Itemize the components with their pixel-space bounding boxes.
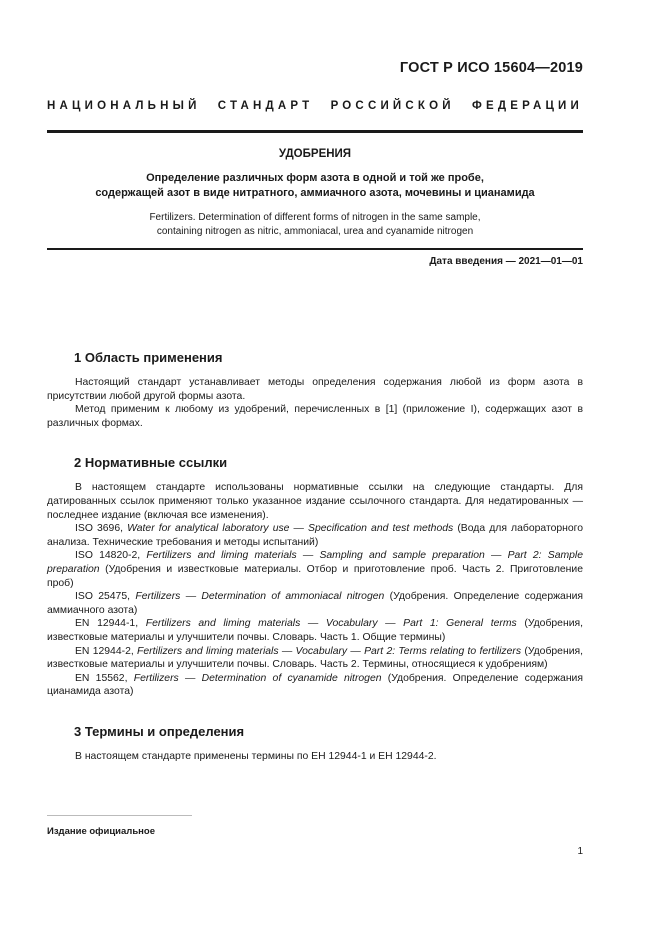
reference-item [47, 617, 583, 644]
reference-item [47, 549, 583, 590]
reference-title: Fertilizers and liming materials — Sampling and sample preparation — Part 2: Sample preparation [47, 550, 584, 575]
paragraph: Настоящий стандарт устанавливает методы определения содержания любой из форм азота в присутствии любой другой формы азота. [47, 377, 583, 402]
reference-code: ISO 14820-2, [75, 550, 141, 562]
reference-item [47, 645, 583, 672]
title-rule [47, 248, 583, 250]
page-number: 1 [577, 846, 583, 857]
paragraph: В настоящем стандарте использованы нормативные ссылки на следующие стандарты. Для датированных ссылок применяют только указанное издание ссылочного стандарта. Для недатированных — последнее издание (включая все изменения). [47, 482, 583, 521]
footer-rule [47, 815, 192, 816]
reference-title: Fertilizers — Determination of cyanamide nitrogen [133, 672, 382, 684]
reference-translation: (Вода для лабораторного анализа. Технические требования и методы испытаний) [47, 523, 584, 548]
reference-title: Water for analytical laboratory use — Specification and test methods [127, 523, 454, 535]
english-title-line-2: containing nitrogen as nitric, ammoniacal, urea and cyanamide nitrogen [156, 226, 474, 237]
document-title: УДОБРЕНИЯ [278, 148, 352, 160]
reference-code: EN 12944-2, [75, 645, 134, 657]
section-title: 2 Нормативные ссылки [74, 455, 228, 471]
subtitle-line-2: содержащей азот в виде нитратного, аммиачного азота, мочевины и цианамида [95, 187, 535, 199]
standard-number: ГОСТ Р ИСО 15604—2019 [399, 60, 583, 76]
reference-code: EN 12944-1, [75, 618, 139, 630]
document-subtitle [47, 171, 583, 201]
header-rule [47, 130, 583, 133]
paragraph: Метод применим к любому из удобрений, перечисленных в [1] (приложение I), содержащих азот в различных формах. [47, 404, 583, 429]
section-title: 3 Термины и определения [74, 723, 245, 739]
reference-translation: (Удобрения, известковые материалы и улучшители почвы. Словарь. Часть 1. Общие термины) [47, 618, 584, 643]
document-body [47, 350, 583, 788]
reference-item [47, 590, 583, 617]
reference-translation: (Удобрения. Определение содержания цианамида азота) [47, 672, 583, 698]
reference-title: Fertilizers and liming materials — Vocabulary — Part 2: Terms relating to fertilizers [137, 645, 522, 657]
reference-item [47, 522, 583, 549]
section-normative-references [47, 455, 583, 699]
reference-title: Fertilizers — Determination of ammoniacal nitrogen [135, 591, 385, 603]
reference-code: ISO 3696, [75, 523, 124, 535]
introduction-date: Дата введения — 2021—01—01 [429, 256, 583, 267]
reference-title: Fertilizers and liming materials — Vocabulary — Part 1: General terms [145, 618, 517, 630]
reference-item [47, 672, 583, 699]
section-terms-definitions [47, 724, 583, 764]
national-standard-heading: НАЦИОНАЛЬНЫЙ СТАНДАРТ РОССИЙСКОЙ ФЕДЕРАЦИИ [47, 100, 583, 112]
reference-translation: (Удобрения, известковые материалы и улучшители почвы. Словарь. Часть 2. Термины, относящиеся к удобрениям) [47, 645, 584, 671]
subtitle-line-1: Определение различных форм азота в одной и той же пробе, [146, 172, 484, 184]
reference-translation: (Удобрения. Определение содержания аммиачного азота) [47, 591, 584, 616]
section-scope [47, 350, 583, 430]
section-title: 1 Область применения [74, 350, 223, 365]
reference-translation: (Удобрения и известковые материалы. Отбор и приготовление проб. Часть 2. Приготовление проб) [47, 563, 583, 589]
official-edition-label: Издание официальное [47, 826, 155, 837]
reference-code: EN 15562, [75, 672, 128, 684]
paragraph: В настоящем стандарте применены термины по ЕН 12944-1 и ЕН 12944-2. [75, 750, 437, 762]
english-title-line-1: Fertilizers. Determination of different forms of nitrogen in the same sample, [149, 212, 481, 223]
english-title [47, 211, 583, 239]
reference-code: ISO 25475, [75, 591, 131, 603]
